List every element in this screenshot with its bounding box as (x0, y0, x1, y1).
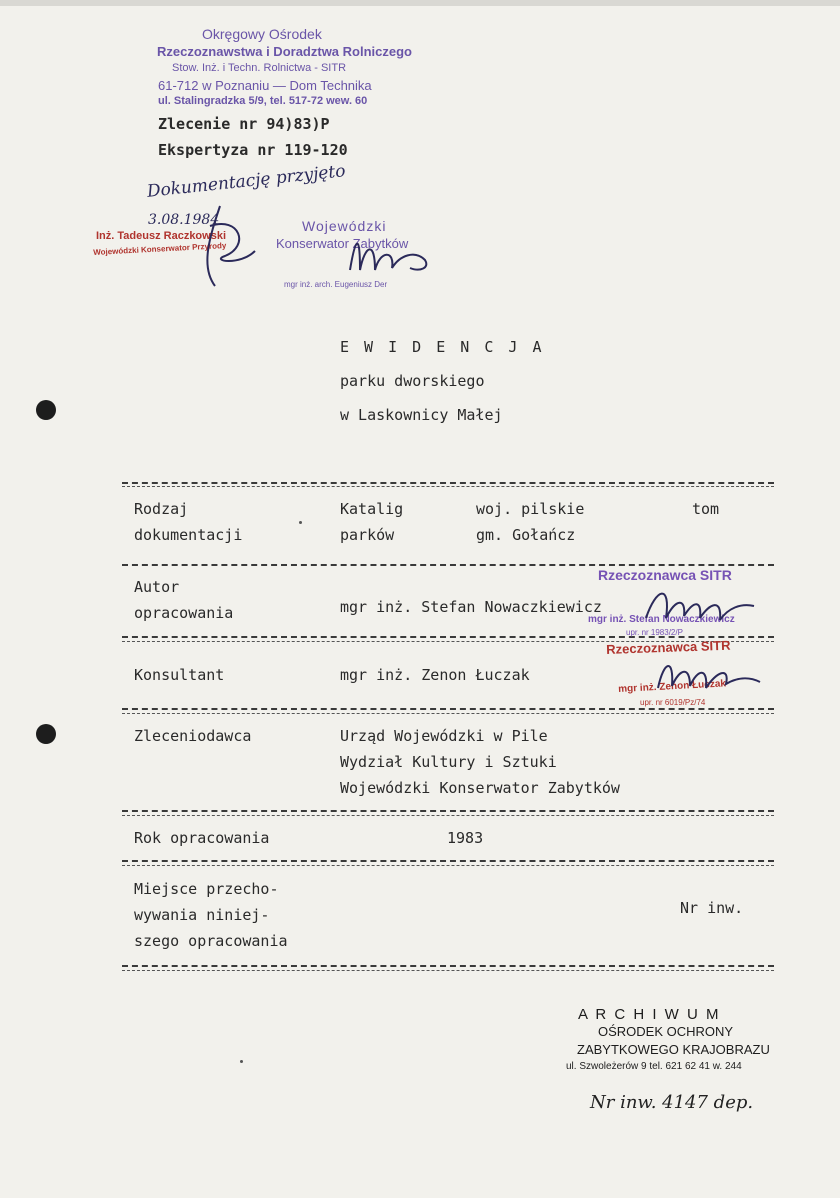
stamp-line-3: Stow. Inż. i Techn. Rolnictwa - SITR (172, 62, 347, 74)
document-title: E W I D E N C J A (340, 338, 545, 356)
purple-stamp-line-1: Wojewódzki (302, 218, 387, 234)
signature-scribble-2 (340, 210, 440, 290)
sitr-stamp-2-title: Rzeczoznawca SITR (606, 637, 731, 657)
separator (122, 564, 774, 566)
red-stamp-name: Inż. Tadeusz Raczkowski (96, 230, 227, 242)
order-number: Zlecenie nr 94)83)P (158, 115, 330, 133)
label-miejsce-3: szego opracowania (134, 932, 288, 950)
stamp-line-2: Rzeczoznawstwa i Doradztwa Rolniczego (157, 44, 412, 59)
value-rok: 1983 (447, 829, 484, 847)
separator (122, 860, 774, 862)
signature-scribble-1 (180, 196, 300, 296)
stamp-line-4: 61-712 w Poznaniu — Dom Technika (158, 78, 372, 93)
punch-hole-upper (36, 400, 56, 420)
document-subtitle-1: parku dworskiego (340, 372, 485, 390)
label-miejsce-2: wywania niniej- (134, 906, 270, 924)
sitr-stamp-1-number: upr. nr 1983/2/P (626, 628, 683, 637)
handwritten-inventory-number: Nr inw. 4147 dep. (590, 1092, 754, 1113)
punch-hole-lower (36, 724, 56, 744)
sitr-stamp-1-title: Rzeczoznawca SITR (598, 567, 732, 583)
value-konsultant: mgr inż. Zenon Łuczak (340, 666, 530, 684)
label-zleceniodawca: Zleceniodawca (134, 727, 252, 745)
value-zleceniodawca-1: Urząd Wojewódzki w Pile (340, 727, 548, 745)
handwritten-approval: Dokumentację przyjęto (146, 161, 347, 202)
sitr-stamp-1-name: mgr inż. Stefan Nowaczkiewicz (588, 614, 735, 625)
sitr-stamp-2-name: mgr inż. Zenon Łuczak (618, 678, 727, 695)
value-autor: mgr inż. Stefan Nowaczkiewicz (340, 598, 602, 616)
sitr-stamp-2-number: upr. nr 6019/Pz/74 (640, 698, 706, 707)
ink-dot (240, 1060, 243, 1063)
page-top-edge (0, 0, 840, 6)
value-katalog: Katalig (340, 500, 404, 518)
stamp-line-1: Okręgowy Ośrodek (202, 26, 322, 42)
label-dokumentacji: dokumentacji (134, 526, 243, 544)
value-gmina: gm. Gołańcz (476, 526, 576, 544)
separator (122, 486, 774, 487)
label-rok: Rok opracowania (134, 829, 270, 847)
separator (122, 815, 774, 816)
value-parkow: parków (340, 526, 395, 544)
stamp-line-5: ul. Stalingradzka 5/9, tel. 517-72 wew. 60 (158, 95, 368, 107)
separator (122, 713, 774, 714)
document-subtitle-2: w Laskownicy Małej (340, 406, 503, 424)
ink-dot (299, 521, 302, 524)
signature-scribble-3 (636, 578, 766, 634)
purple-stamp-line-2: Konserwator Zabytków (276, 236, 409, 251)
label-rodzaj: Rodzaj (134, 500, 189, 518)
label-opracowania: opracowania (134, 604, 234, 622)
signature-scribble-4 (650, 648, 770, 698)
handwritten-date: 3.08.1984 (148, 212, 220, 228)
expertise-number: Ekspertyza nr 119-120 (158, 141, 348, 159)
archive-stamp-line-3: ZABYTKOWEGO KRAJOBRAZU (577, 1042, 770, 1057)
label-konsultant: Konsultant (134, 666, 225, 684)
separator (122, 965, 774, 967)
separator (122, 865, 774, 866)
label-autor: Autor (134, 578, 180, 596)
separator (122, 708, 774, 710)
separator (122, 482, 774, 484)
value-woj: woj. pilskie (476, 500, 585, 518)
value-nr-inw: Nr inw. (680, 899, 744, 917)
value-tom: tom (692, 500, 720, 518)
value-zleceniodawca-2: Wydział Kultury i Sztuki (340, 753, 557, 771)
separator (122, 970, 774, 971)
red-stamp-title: Wojewódzki Konserwator Przyrody (93, 241, 227, 257)
value-zleceniodawca-3: Wojewódzki Konserwator Zabytków (340, 779, 620, 797)
archive-stamp-address: ul. Szwoleżerów 9 tel. 621 62 41 w. 244 (566, 1061, 742, 1072)
purple-stamp-name: mgr inż. arch. Eugeniusz Der (284, 280, 388, 289)
label-miejsce-1: Miejsce przecho- (134, 880, 279, 898)
archive-stamp-line-2: OŚRODEK OCHRONY (598, 1024, 734, 1039)
separator (122, 810, 774, 812)
archive-stamp-title: A R C H I W U M (578, 1006, 721, 1023)
